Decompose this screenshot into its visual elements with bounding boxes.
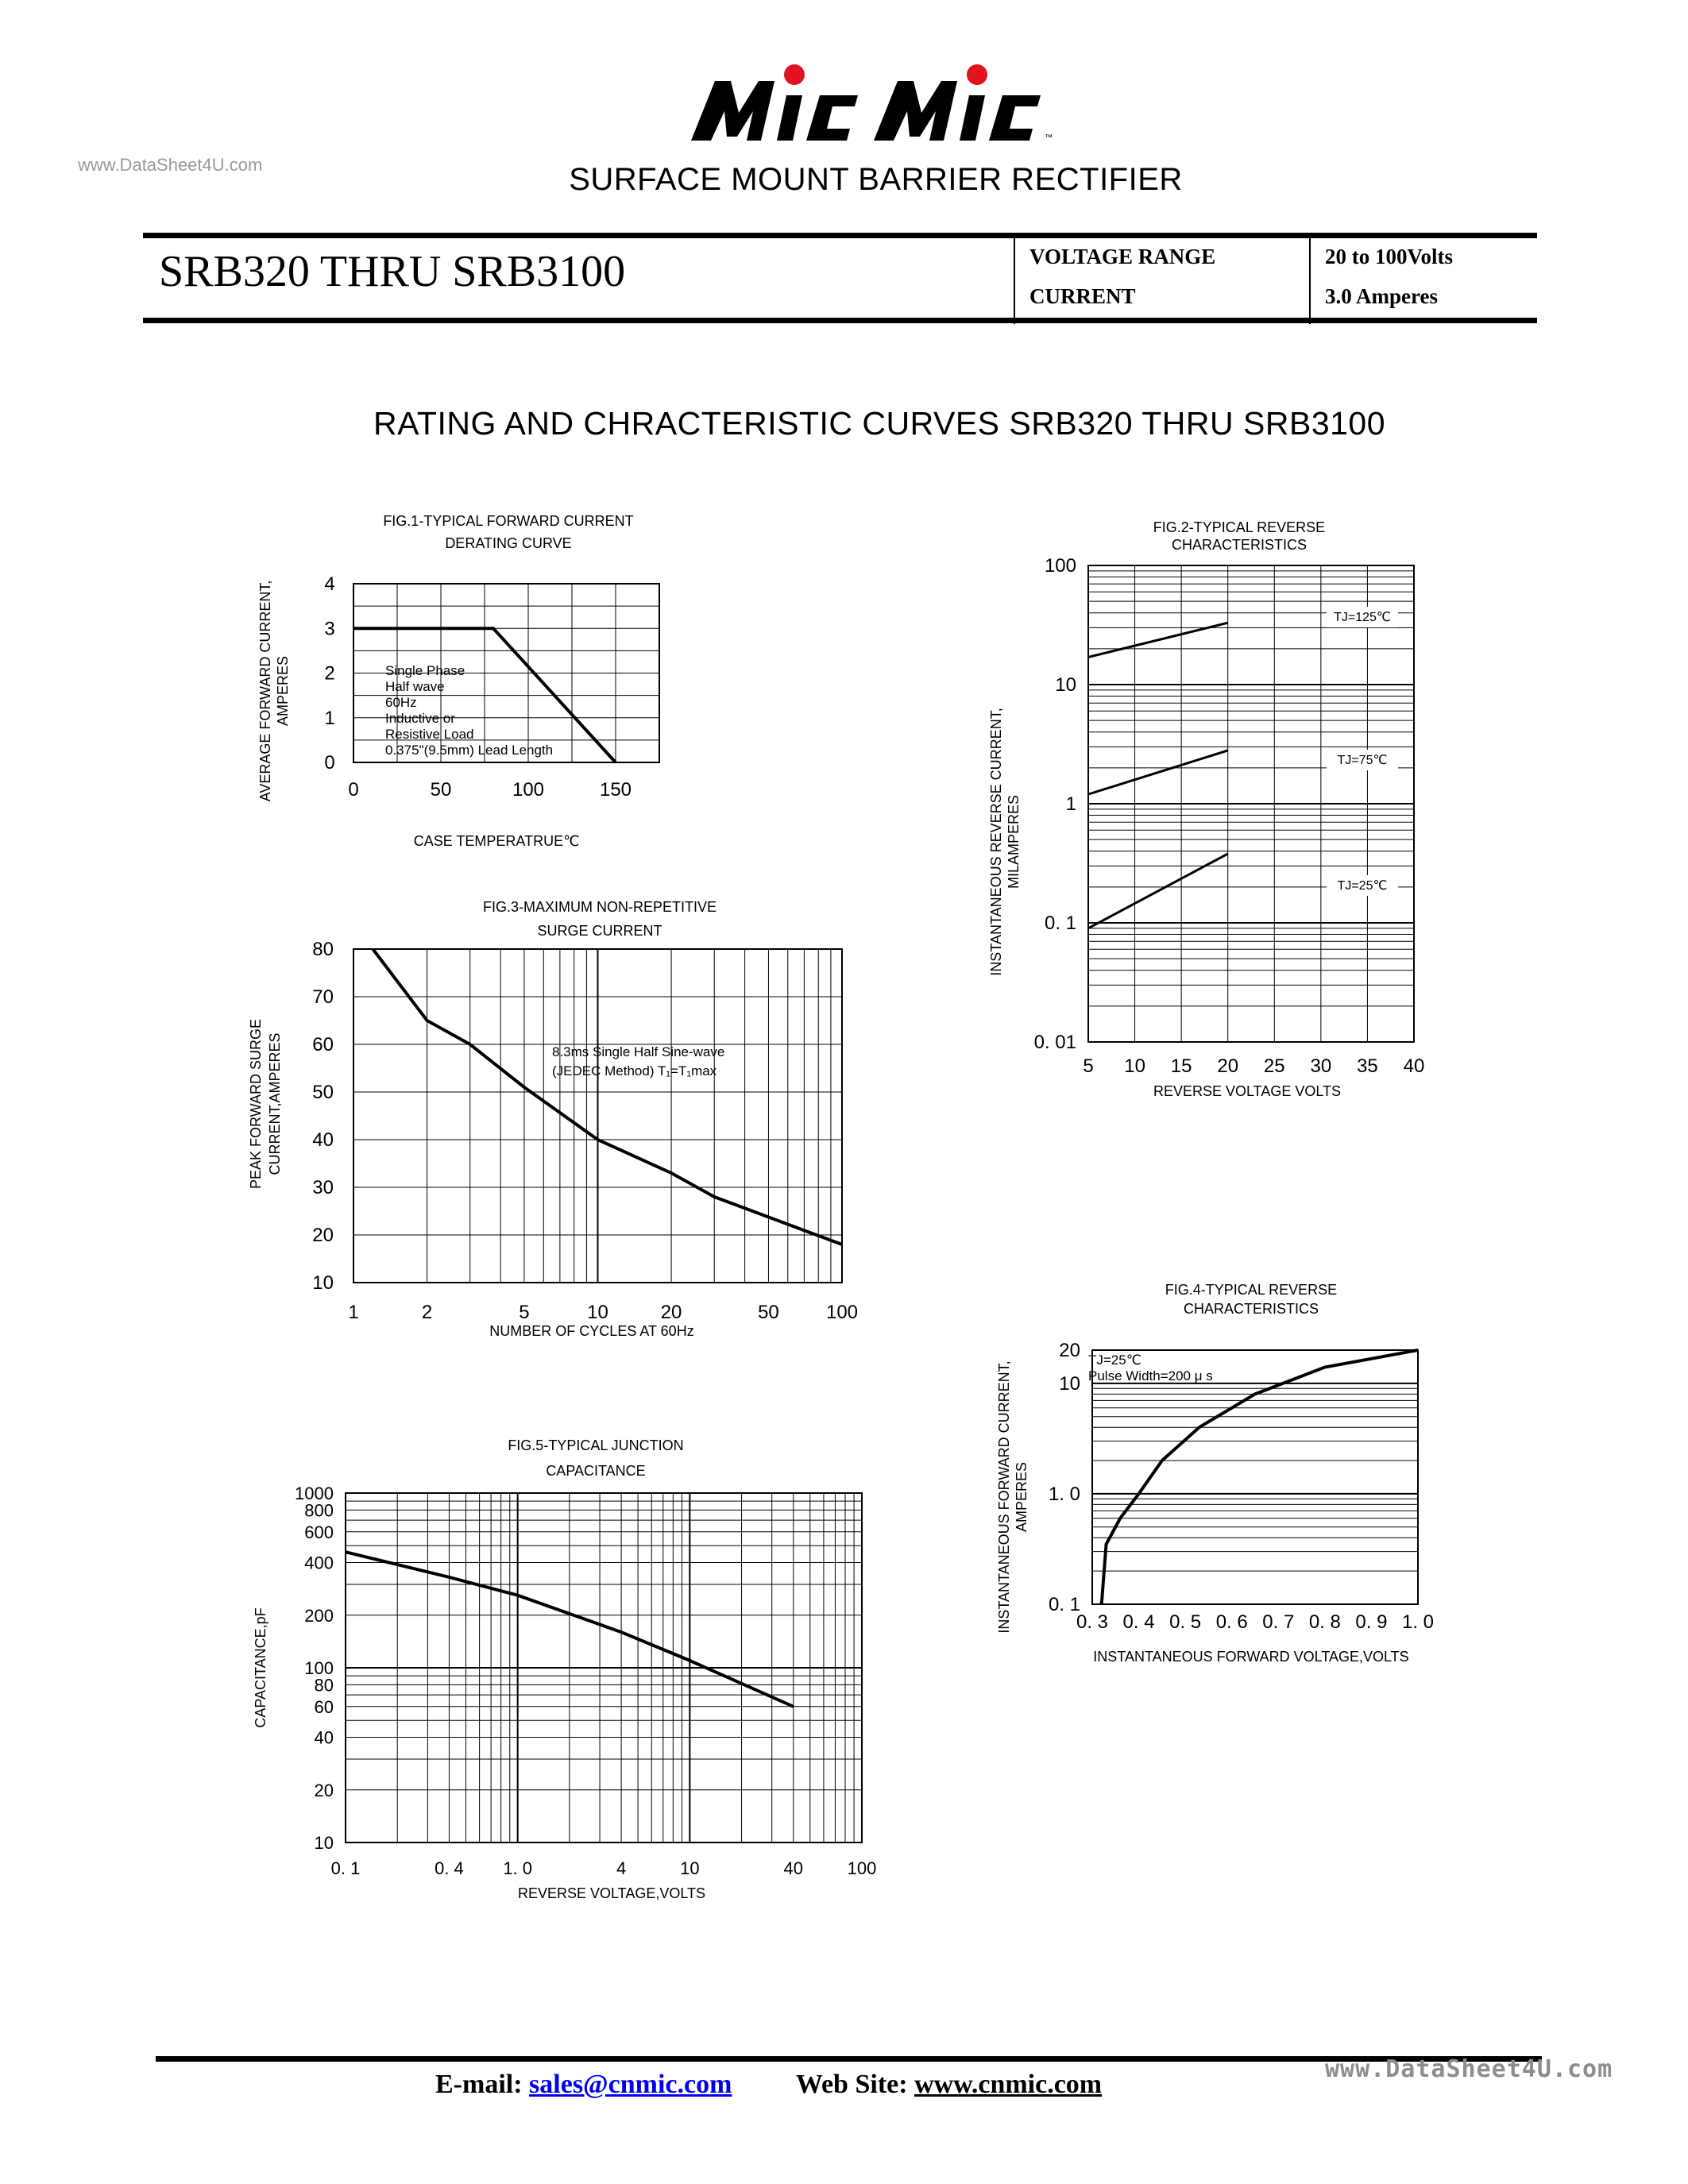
document-subtitle: SURFACE MOUNT BARRIER RECTIFIER [569,162,1183,197]
fig2-subtitle: CHARACTERISTICS [1171,537,1308,553]
fig3-ylabel2: CURRENT,AMPERES [267,1032,283,1175]
fig5-ytick: 20 [314,1780,334,1800]
fig5-xlabel: REVERSE VOLTAGE,VOLTS [517,1885,706,1901]
fig3-grid [353,949,842,1283]
fig4-ytick: 20 [1059,1340,1080,1361]
fig3-xlabel: NUMBER OF CYCLES AT 60Hz [489,1323,694,1339]
fig5-ytick: 400 [304,1553,334,1573]
fig5-ylabel: CAPACITANCE,pF [253,1607,268,1728]
footer-email-link[interactable]: sales@cnmic.com [529,2070,732,2099]
fig3-title: FIG.3-MAXIMUM NON-REPETITIVE [482,899,717,915]
fig2-xtick: 20 [1217,1055,1239,1077]
fig2-grid [1088,565,1414,1042]
fig5-xtick: 10 [680,1858,700,1878]
fig3-yticks [312,939,334,1294]
fig1-note-2: Half wave [385,679,445,694]
fig2-ytick: 0. 01 [1033,1032,1076,1053]
fig3-ytick: 10 [312,1272,334,1294]
fig1-ylabel: AVERAGE FORWARD CURRENT, [257,580,273,802]
header-rule-top [143,233,1537,238]
fig1-xtick: 0 [348,779,359,801]
fig2-ytick: 0. 1 [1044,913,1076,934]
fig4-xtick: 0. 3 [1076,1611,1109,1633]
fig4-xtick: 0. 4 [1122,1611,1155,1633]
fig2-xtick: 30 [1310,1055,1332,1077]
fig1-note-6: 0.375"(9.5mm) Lead Length [385,743,554,758]
fig2-xtick: 15 [1170,1055,1192,1077]
watermark-top: www.DataSheet4U.com [78,155,263,175]
fig1-xtick: 100 [512,779,545,801]
fig2-series-line [1088,751,1228,794]
fig5-xtick: 1. 0 [503,1858,533,1878]
fig4-ylabel: INSTANTANEOUS FORWARD CURRENT, [996,1360,1012,1634]
fig1-annotation [385,663,553,758]
fig2-title: FIG.2-TYPICAL REVERSE [1153,519,1326,535]
fig3-xtick: 20 [660,1302,682,1323]
fig3-ytick: 20 [312,1225,334,1246]
fig5-yticks [295,1484,334,1853]
fig3-annotation [552,1044,724,1078]
spec-voltage-value: 20 to 100Volts [1325,245,1454,268]
fig3-note-1: 8.3ms Single Half Sine-wave [552,1044,725,1059]
fig2-ylabel: INSTANTANEOUS REVERSE CURRENT, [988,708,1004,976]
fig3-ytick: 70 [312,986,334,1008]
logo-dot-1 [784,64,805,85]
fig1-yticks [324,573,334,774]
fig1-ylabel2: AMPERES [275,655,291,727]
fig5-chart [238,1430,890,1906]
fig4-annotation [1088,1352,1213,1383]
fig4-grid [1092,1350,1418,1604]
fig4-xlabel: INSTANTANEOUS FORWARD VOLTAGE,VOLTS [1093,1649,1409,1665]
fig1-xlabel: CASE TEMPERATRUE℃ [413,833,580,849]
fig1-note-5: Resistive Load [385,727,474,742]
fig1-note-4: Inductive or [385,711,455,726]
fig3-xtick: 100 [825,1302,859,1323]
header-rule-bottom [143,318,1537,323]
svg-text:™: ™ [1045,133,1053,142]
fig4-xtick: 0. 6 [1215,1611,1248,1633]
fig3-xticks [348,1302,858,1323]
fig4-xticks [1076,1611,1434,1633]
fig2-xtick: 35 [1357,1055,1378,1077]
footer-web-label: Web Site: [795,2070,908,2099]
fig4-ylabel2: AMPERES [1014,1461,1029,1533]
fig2-series-line [1088,854,1228,928]
fig4-yticks [1049,1340,1080,1615]
fig3-ytick: 60 [312,1034,334,1055]
fig3-xtick: 5 [519,1302,530,1323]
fig5-xtick: 40 [783,1858,804,1878]
fig3-xtick: 1 [348,1302,359,1323]
spec-divider-1 [1014,238,1015,324]
model-title: SRB320 THRU SRB3100 [159,247,626,296]
fig4-xtick: 0. 8 [1308,1611,1341,1633]
fig5-xticks [331,1858,877,1878]
fig4-title: FIG.4-TYPICAL REVERSE [1165,1282,1338,1298]
fig4-xtick: 0. 5 [1169,1611,1202,1633]
fig5-ytick: 800 [304,1500,334,1521]
watermark-bottom: www.DataSheet4U.com [1325,2055,1613,2083]
fig5-title: FIG.5-TYPICAL JUNCTION [508,1437,684,1453]
fig2-xtick: 40 [1403,1055,1425,1077]
fig4-chart [985,1271,1477,1684]
fig4-note-1: TJ=25℃ [1088,1352,1141,1368]
fig4-ytick: 0. 1 [1048,1594,1080,1615]
fig1-ytick: 2 [324,662,335,685]
logo-dot-2 [967,64,987,85]
fig3-series-line [373,949,842,1244]
fig3-xtick: 2 [421,1302,433,1323]
fig3-ytick: 30 [312,1177,334,1198]
fig2-chart [985,508,1438,1112]
fig5-xtick: 0. 4 [435,1858,464,1878]
fig3-subtitle: SURGE CURRENT [537,923,662,939]
footer-contact [435,2070,1102,2100]
fig2-ylabel2: MILAMPERES [1006,794,1022,889]
fig3-note-2: (JEDEC Method) T₁=T₁max [552,1063,717,1078]
spec-divider-2 [1309,238,1311,324]
fig1-xtick: 150 [599,779,632,801]
fig2-xtick: 5 [1083,1055,1094,1077]
fig2-xlabel: REVERSE VOLTAGE VOLTS [1153,1083,1342,1099]
fig2-series-label: TJ=25℃ [1337,879,1388,893]
fig5-ytick: 80 [314,1675,334,1696]
fig3-ytick: 40 [312,1129,334,1151]
fig5-xtick: 100 [847,1858,877,1878]
fig1-ytick: 3 [324,618,335,640]
fig4-subtitle: CHARACTERISTICS [1183,1301,1319,1317]
fig4-ytick: 1. 0 [1048,1483,1080,1505]
fig4-xtick: 1. 0 [1401,1611,1435,1633]
fig2-ytick: 1 [1065,793,1076,815]
fig5-ytick: 40 [314,1727,334,1748]
fig3-chart [238,889,874,1342]
fig1-ytick: 0 [324,752,335,774]
fig1-note-3: 60Hz [385,695,417,710]
fig5-grid [346,1493,862,1843]
fig5-subtitle: CAPACITANCE [546,1463,646,1479]
fig3-ytick: 80 [312,939,334,960]
fig1-ytick: 1 [324,707,335,729]
fig5-ytick: 60 [314,1696,334,1717]
fig1-chart [238,508,731,858]
fig1-subtitle: DERATING CURVE [445,535,572,551]
section-title: RATING AND CHRACTERISTIC CURVES SRB320 THRU SRB3100 [373,405,1386,442]
fig3-ytick: 50 [312,1082,334,1103]
fig5-xtick: 0. 1 [330,1858,361,1878]
fig3-ylabel: PEAK FORWARD SURGE [248,1018,264,1190]
fig3-xtick: 50 [758,1302,779,1323]
fig2-xtick: 10 [1124,1055,1145,1077]
footer-email-label: E-mail: [435,2070,523,2099]
fig5-ytick: 1000 [295,1484,334,1503]
fig2-xtick: 25 [1263,1055,1285,1077]
fig1-ytick: 4 [324,573,335,595]
fig5-ytick: 10 [314,1833,334,1853]
logo-mark-right [874,64,1053,142]
fig2-ytick: 100 [1044,555,1076,577]
fig1-note-1: Single Phase [385,663,465,678]
fig5-xtick: 4 [616,1858,627,1878]
fig4-xtick: 0. 9 [1355,1611,1388,1633]
fig1-xticks [348,779,632,801]
spec-current-value: 3.0 Amperes [1325,284,1438,308]
fig2-series-label: TJ=125℃ [1334,611,1391,624]
fig4-ytick: 10 [1059,1372,1080,1395]
fig5-ytick: 100 [304,1658,334,1678]
fig4-xtick: 0. 7 [1262,1611,1295,1633]
fig2-yticks [1034,555,1076,1053]
fig2-xticks [1083,1055,1424,1077]
mic-logo [683,57,1064,149]
fig1-xtick: 50 [430,779,452,801]
fig2-ytick: 10 [1055,674,1076,696]
fig1-title: FIG.1-TYPICAL FORWARD CURRENT [383,513,634,529]
spec-current-label: CURRENT [1029,284,1136,308]
logo-mark-left [691,64,858,141]
footer-web-link[interactable]: www.cnmic.com [914,2070,1103,2099]
spec-voltage-label: VOLTAGE RANGE [1029,245,1216,268]
fig2-series-label: TJ=75℃ [1337,754,1388,767]
fig4-note-2: Pulse Width=200 μ s [1088,1368,1213,1383]
fig5-ytick: 200 [304,1605,334,1626]
fig3-xtick: 10 [587,1302,608,1323]
fig5-ytick: 600 [304,1522,334,1542]
